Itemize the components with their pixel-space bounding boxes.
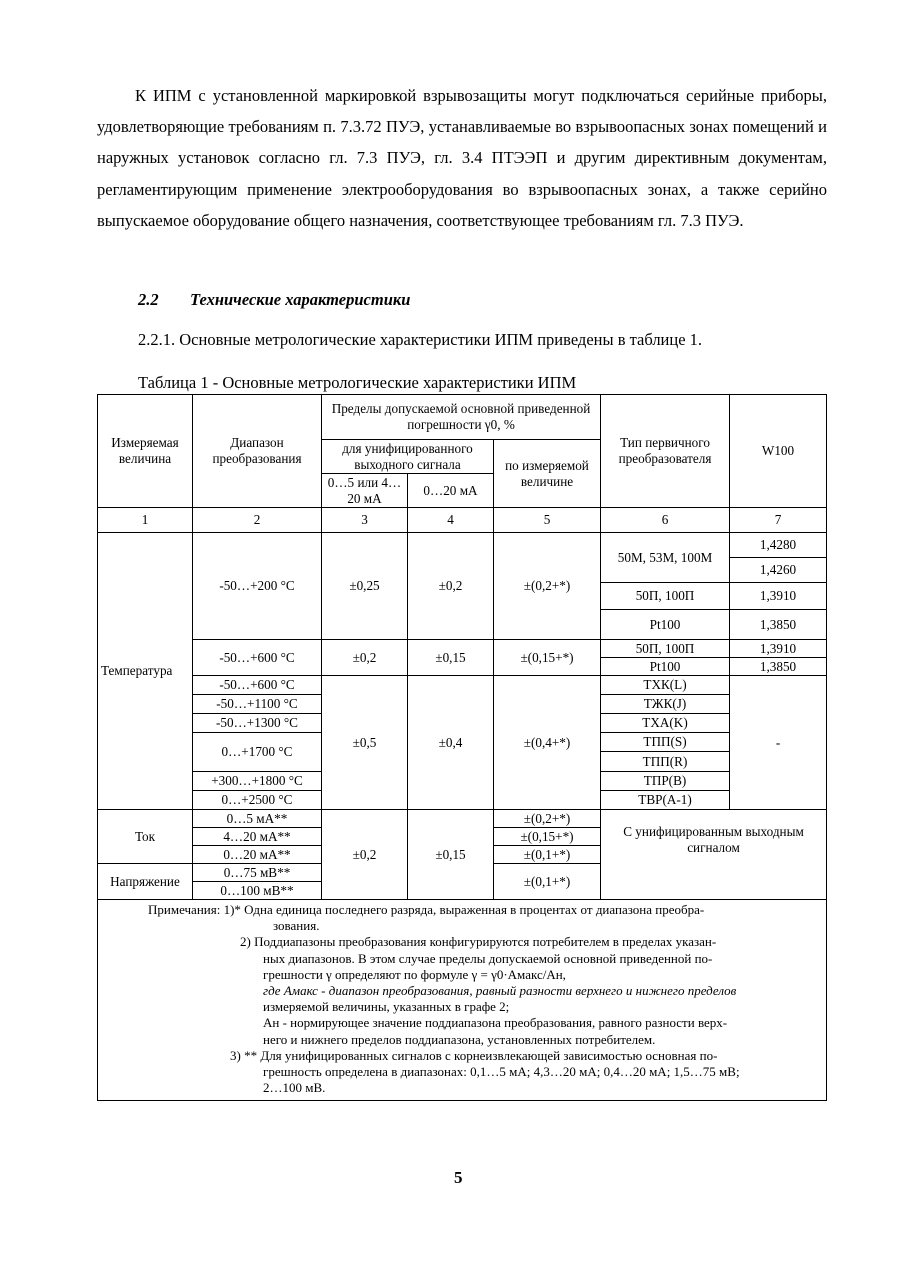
- row-label-voltage: Напряжение: [98, 864, 193, 900]
- section-heading: [138, 290, 410, 310]
- header-unified-output: для унифицированного выходного сигнала: [322, 440, 494, 474]
- note-line: измеряемой величины, указанных в графе 2;: [263, 999, 510, 1015]
- table-cell: 0…75 мВ**: [193, 864, 322, 882]
- table-cell: ±0,2: [322, 810, 408, 900]
- col-number: 6: [601, 508, 730, 533]
- table-cell: ±0,15: [408, 810, 494, 900]
- table-notes: [98, 900, 827, 1101]
- table-cell: 50П, 100П: [601, 640, 730, 658]
- header-w100: W100: [730, 395, 827, 508]
- col-number: 2: [193, 508, 322, 533]
- header-out-b: 0…20 мА: [408, 474, 494, 508]
- note-line: грешность определена в диапазонах: 0,1…5 мА; 4,3…20 мА; 0,4…20 мА; 1,5…75 мВ;: [263, 1064, 740, 1080]
- table-cell: 50М, 53М, 100М: [601, 533, 730, 583]
- table-cell: -50…+200 °С: [193, 533, 322, 640]
- table-cell: -50…+600 °С: [193, 676, 322, 695]
- note-line: Примечания: 1)* Одна единица последнего разряда, выраженная в процентах от диапазона преобра-: [148, 902, 705, 917]
- table-cell: ±0,4: [408, 676, 494, 810]
- table-cell: ±(0,15+*): [494, 640, 601, 676]
- row-label-current: Ток: [98, 810, 193, 864]
- table-cell: 0…+1700 °С: [193, 733, 322, 772]
- section-title: Технические характеристики: [190, 290, 411, 309]
- table-cell: 0…20 мА**: [193, 846, 322, 864]
- table-cell: 1,3910: [730, 583, 827, 610]
- metrology-table: [97, 394, 827, 1101]
- table-cell: 1,4280: [730, 533, 827, 558]
- header-measured: Измеряемая величина: [98, 395, 193, 508]
- table-cell: ±(0,1+*): [494, 864, 601, 900]
- table-cell: ТХК(L): [601, 676, 730, 695]
- table-cell-split: [601, 733, 730, 772]
- header-out-a: 0…5 или 4…20 мА: [322, 474, 408, 508]
- note-line: зования.: [273, 918, 320, 934]
- note-line: 2…100 мВ.: [263, 1080, 326, 1096]
- table-cell: ±0,25: [322, 533, 408, 640]
- col-number: 1: [98, 508, 193, 533]
- note-line: 3) ** Для унифицированных сигналов с корнеизвлекающей зависимостью основная по-: [230, 1047, 718, 1063]
- note-line: ных диапазонов. В этом случае пределы допускаемой основной приведенной по-: [263, 950, 713, 966]
- section-number: 2.2: [138, 290, 159, 309]
- table-cell: +300…+1800 °С: [193, 772, 322, 791]
- table-cell: 1,3910: [730, 640, 827, 658]
- table-cell: ТПП(R): [642, 754, 688, 769]
- table-cell: ±0,5: [322, 676, 408, 810]
- table-cell: ТЖК(J): [601, 695, 730, 714]
- table-cell: -: [730, 676, 827, 810]
- row-label-temperature: Температура: [98, 533, 193, 810]
- header-sensor-type: Тип первичного преобразователя: [601, 395, 730, 508]
- table-cell: ±(0,2+*): [494, 810, 601, 828]
- table-cell: ±(0,15+*): [494, 828, 601, 846]
- table-cell: 4…20 мА**: [193, 828, 322, 846]
- table-cell: -50…+1100 °С: [193, 695, 322, 714]
- table-cell: ±(0,4+*): [494, 676, 601, 810]
- note-line: Aн - нормирующее значение поддиапазона преобразования, равного разности верх-: [263, 1015, 728, 1031]
- paragraph-2: 2.2.1. Основные метрологические характеристики ИПМ приведены в таблице 1.: [138, 330, 703, 349]
- table-cell: 0…5 мА**: [193, 810, 322, 828]
- header-range: Диапазон преобразования: [193, 395, 322, 508]
- table-caption: Таблица 1 - Основные метрологические характеристики ИПМ: [138, 373, 577, 392]
- note-line: грешности γ определяют по формуле γ = γ0·Aмакс/Aн,: [263, 966, 566, 982]
- col-number: 7: [730, 508, 827, 533]
- table-cell: -50…+600 °С: [193, 640, 322, 676]
- table-cell: 0…100 мВ**: [193, 882, 322, 900]
- table-cell: 1,3850: [730, 658, 827, 676]
- header-by-measured: по измеряемой величине: [494, 440, 601, 508]
- paragraph-1: К ИПМ с установленной маркировкой взрывозащиты могут подключаться серийные приборы, удовлетворяющие требованиям п. 7.3.72 ПУЭ, устанавливаемые во взрывоопасных зонах помещений и наружных установок согласно гл. 7.3 ПУЭ, гл. 3.4 ПТЭЭП и другим директивным документам, регламентирующим применение электрооборудования во взрывоопасных зонах, а также серийно выпускаемое оборудование общего назначения, соответствующее требованиям гл. 7.3 ПУЭ.: [97, 86, 827, 230]
- table-cell: Pt100: [601, 610, 730, 640]
- table-cell: ТВР(А-1): [601, 791, 730, 810]
- table-cell: 50П, 100П: [601, 583, 730, 610]
- page-number: 5: [454, 1168, 463, 1187]
- table-cell: Pt100: [601, 658, 730, 676]
- col-number: 5: [494, 508, 601, 533]
- table-cell: ТХА(K): [601, 714, 730, 733]
- table-cell: С унифицированным выходным сигналом: [601, 810, 827, 900]
- note-line: 2) Поддиапазоны преобразования конфигурируются потребителем в пределах указан-: [240, 934, 717, 950]
- table-cell: ±0,15: [408, 640, 494, 676]
- table-cell: ±0,2: [408, 533, 494, 640]
- col-number: 4: [408, 508, 494, 533]
- table-cell: ТПР(B): [601, 772, 730, 791]
- table-cell: ±(0,2+*): [494, 533, 601, 640]
- table-cell: 1,3850: [730, 610, 827, 640]
- note-line: него и нижнего пределов поддиапазона, установленных потребителем.: [263, 1031, 656, 1047]
- table-cell: ±(0,1+*): [494, 846, 601, 864]
- table-cell: ТПП(S): [601, 733, 729, 752]
- note-line: где Aмакс - диапазон преобразования, равный разности верхнего и нижнего пределов: [263, 983, 737, 999]
- table-cell: 1,4260: [730, 558, 827, 583]
- col-number: 3: [322, 508, 408, 533]
- table-cell: 0…+2500 °С: [193, 791, 322, 810]
- table-cell: -50…+1300 °С: [193, 714, 322, 733]
- header-limits: Пределы допускаемой основной приведенной погрешности γ0, %: [322, 395, 601, 440]
- table-cell: ±0,2: [322, 640, 408, 676]
